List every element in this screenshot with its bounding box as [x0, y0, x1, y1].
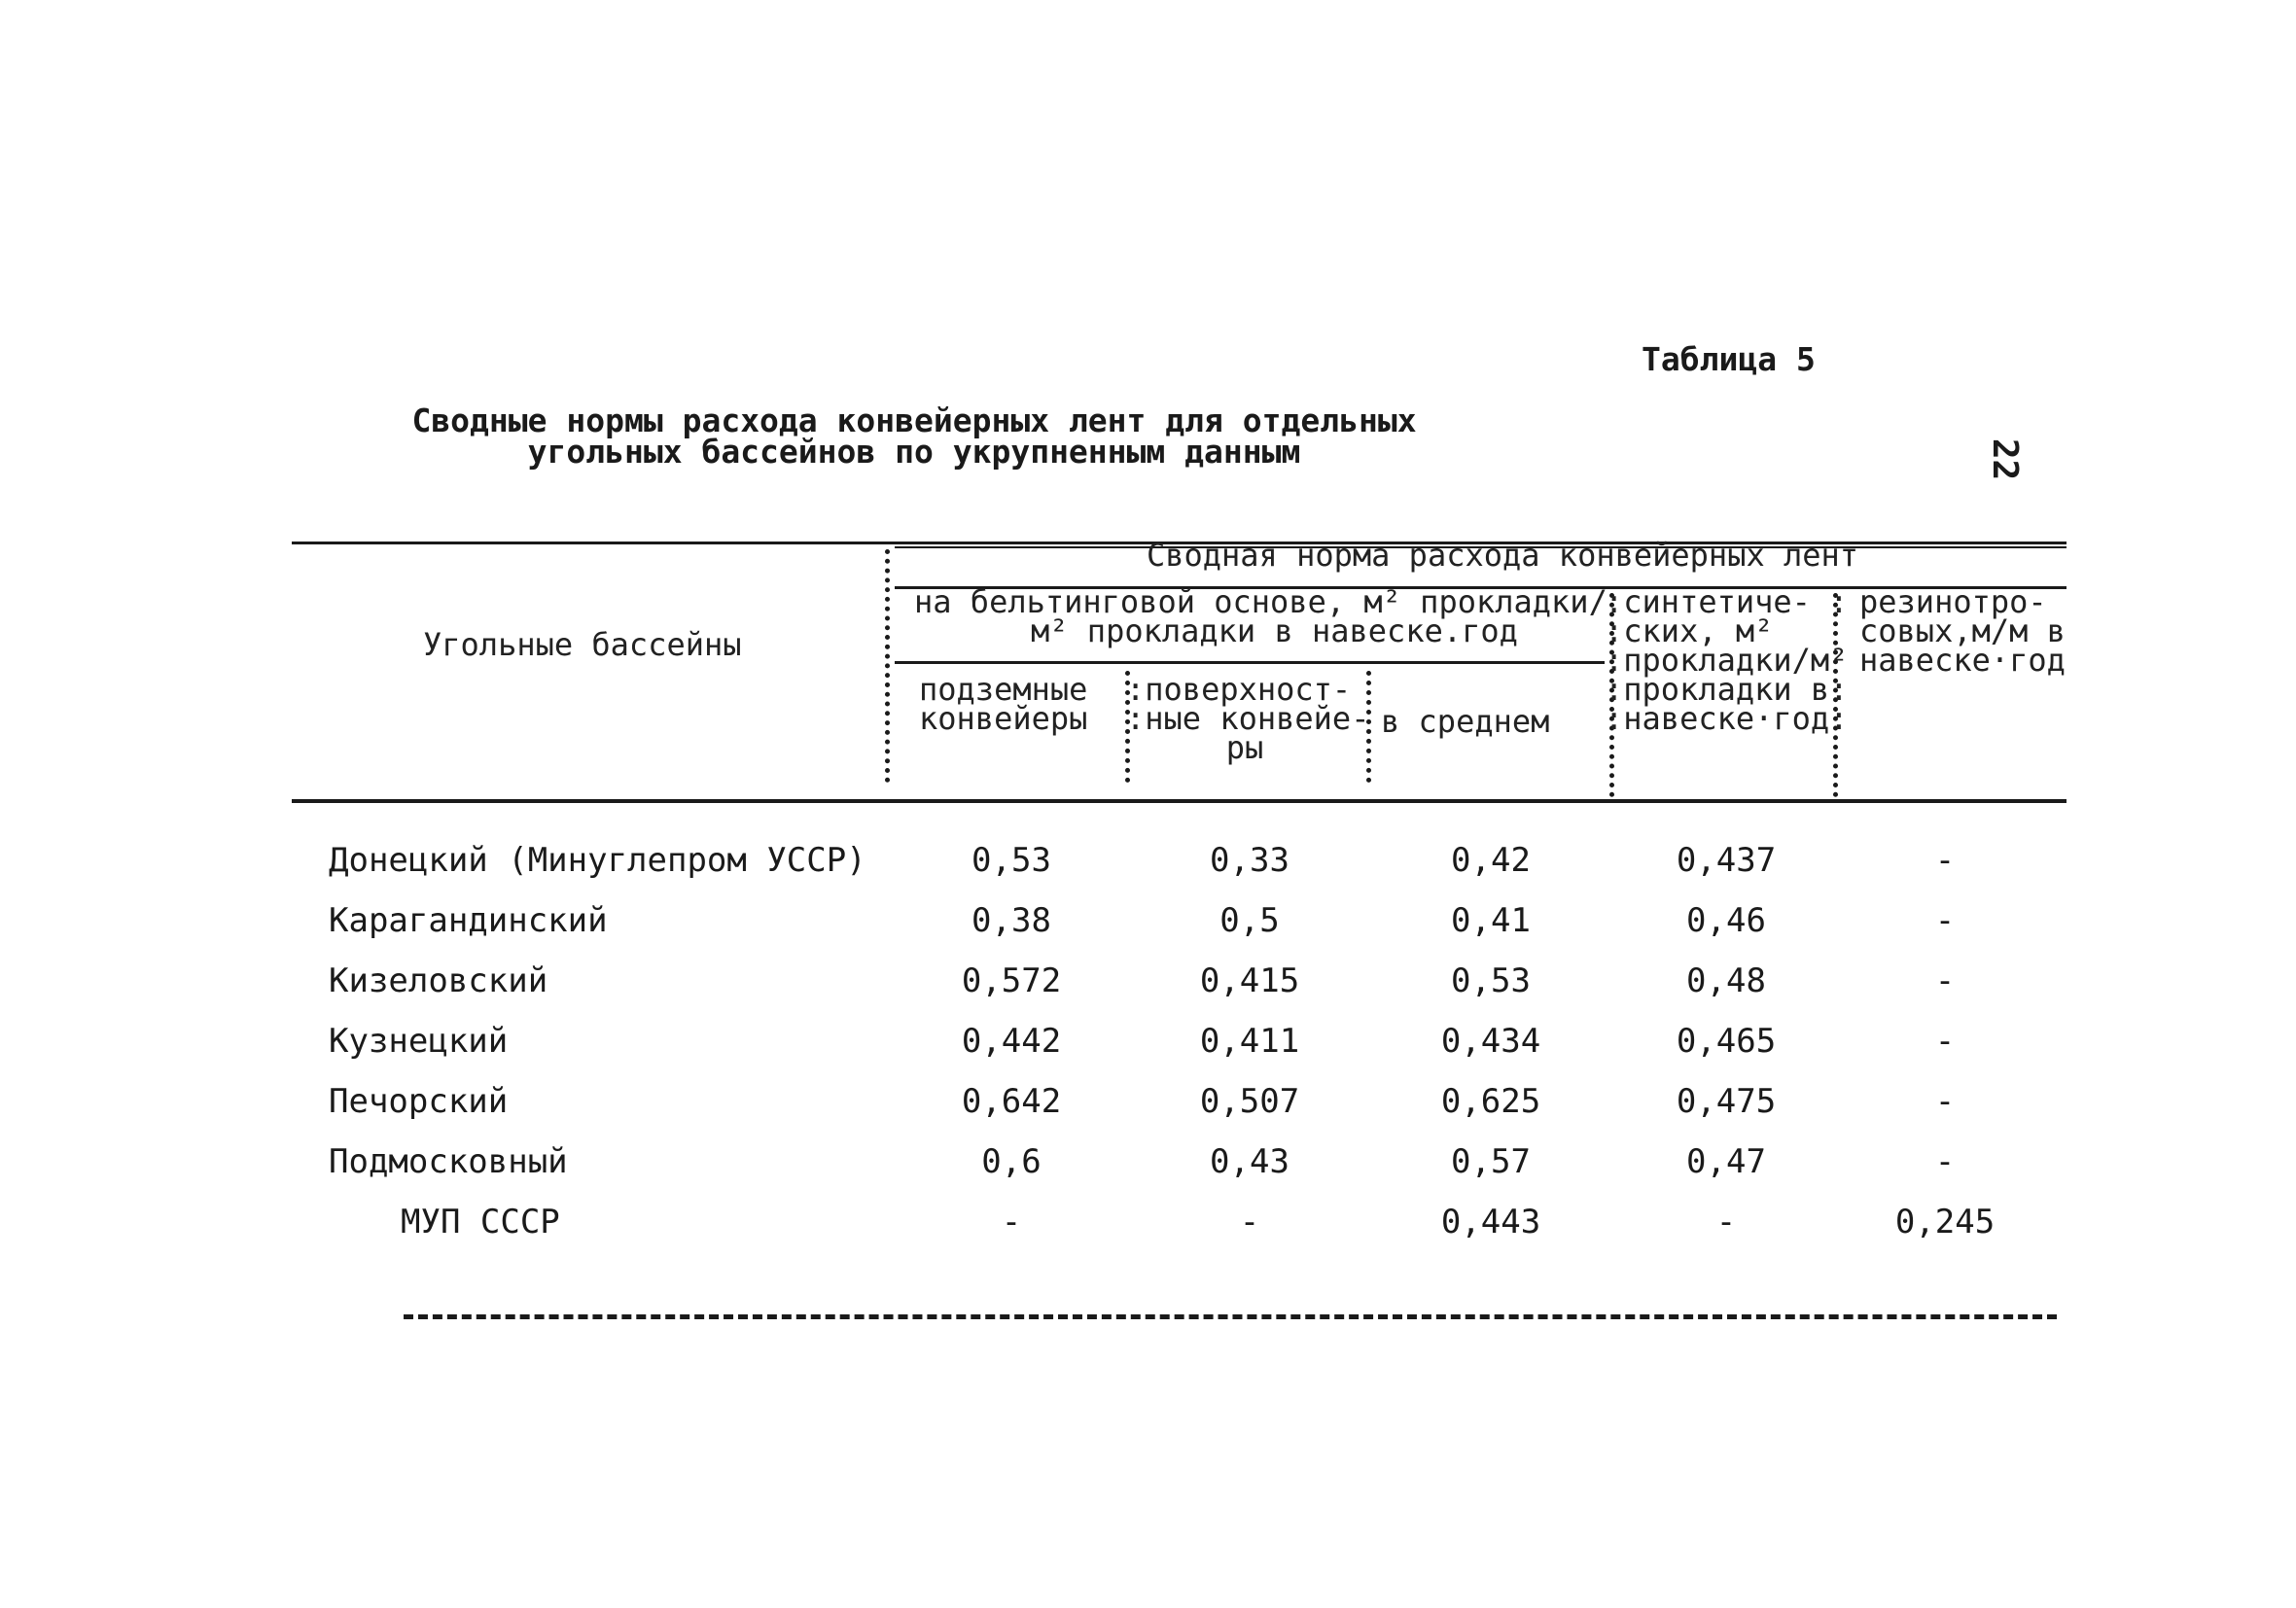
cell-average: 0,57 — [1451, 1142, 1531, 1181]
header-rubber-line-1: резинотро- — [1859, 583, 2047, 620]
cell-synthetic: 0,475 — [1676, 1082, 1777, 1121]
cell-rubber: - — [1934, 841, 1956, 880]
header-belting-line-1: на бельтинговой основе, м² прокладки/ — [914, 583, 1607, 620]
header-surface-line-1: :поверхност- — [1126, 671, 1352, 708]
belting-subheader-rule — [895, 661, 1605, 664]
header-underground-line-1: подземные — [919, 671, 1088, 708]
header-summary-norm: Сводная норма расхода конвейерных лент — [1146, 537, 1859, 574]
cell-average: 0,41 — [1451, 901, 1531, 940]
cell-underground: - — [1001, 1203, 1022, 1241]
table-label: Таблица 5 — [1642, 340, 1816, 378]
cell-surface: 0,507 — [1199, 1082, 1300, 1121]
header-underground-line-2: конвейеры — [919, 700, 1088, 737]
header-average: в среднем — [1381, 703, 1550, 740]
cell-underground: 0,6 — [981, 1142, 1042, 1181]
header-synthetic-line-1: :синтетиче- : — [1605, 583, 1849, 620]
header-synthetic-line-4: :прокладки в: — [1605, 671, 1849, 708]
row-basin-name: Карагандинский — [329, 901, 608, 940]
cell-rubber: - — [1934, 1142, 1956, 1181]
row-basin-name: МУП СССР — [401, 1203, 560, 1241]
header-rubber-line-3: навеске·год — [1859, 642, 2066, 679]
row-basin-name: Кузнецкий — [329, 1022, 509, 1061]
cell-underground: 0,642 — [961, 1082, 1062, 1121]
row-basin-name: Печорский — [329, 1082, 509, 1121]
cell-surface: 0,33 — [1210, 841, 1289, 880]
cell-synthetic: 0,48 — [1686, 961, 1766, 1000]
cell-average: 0,625 — [1440, 1082, 1541, 1121]
cell-synthetic: - — [1715, 1203, 1737, 1241]
header-basins: Угольные бассейны — [423, 626, 742, 663]
cell-rubber: - — [1934, 1022, 1956, 1061]
cell-average: 0,443 — [1440, 1203, 1541, 1241]
cell-underground: 0,53 — [971, 841, 1051, 880]
cell-synthetic: 0,437 — [1676, 841, 1777, 880]
table-end-dashed-rule — [404, 1314, 2057, 1319]
cell-average: 0,42 — [1451, 841, 1531, 880]
row-basin-name: Подмосковный — [329, 1142, 568, 1181]
table-title-line-1: Сводные нормы расхода конвейерных лент для отдельных — [411, 402, 1417, 439]
table-title-line-2: угольных бассейнов по укрупненным данным — [527, 433, 1301, 471]
cell-surface: 0,5 — [1219, 901, 1280, 940]
cell-rubber: - — [1934, 961, 1956, 1000]
cell-synthetic: 0,47 — [1686, 1142, 1766, 1181]
cell-underground: 0,442 — [961, 1022, 1062, 1061]
cell-underground: 0,572 — [961, 961, 1062, 1000]
cell-rubber: - — [1934, 1082, 1956, 1121]
cell-surface: 0,411 — [1199, 1022, 1300, 1061]
row-basin-name: Кизеловский — [329, 961, 548, 1000]
header-synthetic-line-3: :прокладки/м² — [1605, 642, 1849, 679]
header-belting-line-2: м² прокладки в навеске.год — [1031, 612, 1518, 649]
page-number: 22 — [1985, 437, 2026, 481]
cell-surface: - — [1239, 1203, 1260, 1241]
cell-underground: 0,38 — [971, 901, 1051, 940]
cell-synthetic: 0,465 — [1676, 1022, 1777, 1061]
header-surface-line-2: :ные конвейе- — [1126, 700, 1370, 737]
cell-surface: 0,415 — [1199, 961, 1300, 1000]
cell-rubber: 0,245 — [1894, 1203, 1996, 1241]
cell-synthetic: 0,46 — [1686, 901, 1766, 940]
cell-surface: 0,43 — [1210, 1142, 1289, 1181]
row-basin-name: Донецкий (Минуглепром УССР) — [329, 841, 866, 880]
header-rubber-line-2: совых,м/м в — [1859, 612, 2066, 649]
cell-average: 0,434 — [1440, 1022, 1541, 1061]
col-sep-basins — [885, 549, 890, 783]
cell-rubber: - — [1934, 901, 1956, 940]
cell-average: 0,53 — [1451, 961, 1531, 1000]
header-synthetic-line-2: :ских, м² — [1605, 612, 1774, 649]
header-synthetic-line-5: :навеске·год: — [1605, 700, 1849, 737]
header-bottom-rule — [292, 799, 2066, 803]
header-surface-line-3: ры — [1225, 729, 1264, 766]
